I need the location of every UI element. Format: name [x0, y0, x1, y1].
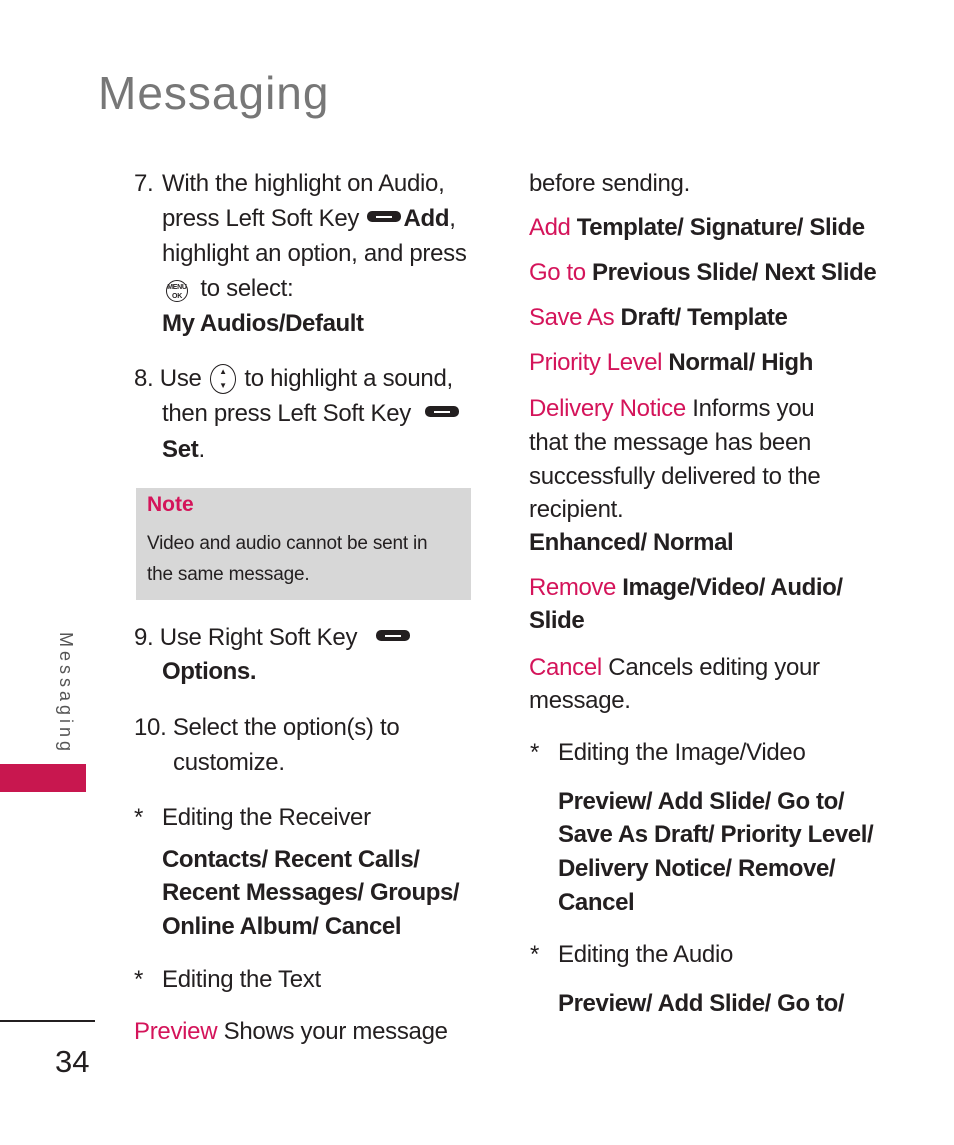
step-8-line-3: [162, 432, 205, 467]
bullet-star: *: [530, 941, 540, 968]
preview-key: Preview: [134, 1018, 218, 1045]
imagevideo-options-1: Preview/ Add Slide/ Go to/: [558, 788, 845, 815]
bullet-star: *: [134, 804, 144, 831]
note-line-1: Video and audio cannot be sent in: [147, 533, 428, 554]
goto-options: Previous Slide/ Next Slide: [591, 259, 877, 286]
bullet-star: *: [134, 966, 144, 993]
step-7-line-4: [162, 271, 293, 306]
delivery-options: Enhanced/ Normal: [529, 529, 734, 556]
step-7-line-2: [162, 201, 456, 236]
options-key-label: Options.: [162, 658, 257, 685]
remove-options-1: Image/Video/ Audio/: [622, 574, 843, 601]
step-7-options: My Audios/Default: [162, 310, 364, 337]
menu-ok-key-top: MENU: [167, 284, 187, 291]
saveas-entry: [529, 301, 787, 335]
audio-label: Editing the Audio: [558, 941, 734, 968]
step-7-select: to select:: [200, 275, 294, 302]
note-title: Note: [147, 493, 194, 516]
goto-key: Go to: [529, 259, 586, 286]
cancel-key: Cancel: [529, 654, 602, 681]
step-8-press: then press Left Soft Key: [162, 400, 411, 427]
delivery-line-3: successfully delivered to the: [529, 463, 821, 490]
preview-desc: Shows your message: [223, 1018, 448, 1045]
audio-options-1: Preview/ Add Slide/ Go to/: [558, 990, 845, 1017]
left-soft-key-icon: [425, 406, 459, 417]
step-8-use: 8. Use: [134, 365, 202, 392]
comma: ,: [449, 205, 456, 232]
imagevideo-options-4: Cancel: [558, 889, 635, 916]
continued-text: before sending.: [529, 170, 690, 197]
note-line-2: the same message.: [147, 564, 310, 585]
add-key-label: Add: [403, 205, 450, 232]
add-options: Template/ Signature/ Slide: [576, 214, 865, 241]
delivery-entry: [529, 391, 814, 426]
sidebar-section-label: Messaging: [56, 632, 76, 756]
receiver-label: Editing the Receiver: [162, 804, 371, 831]
imagevideo-label: Editing the Image/Video: [558, 739, 806, 766]
remove-key: Remove: [529, 574, 616, 601]
step-7-text: press Left Soft Key: [162, 205, 360, 232]
note-body: [147, 528, 427, 590]
navigation-key-icon: ▲ ▼: [210, 364, 236, 394]
add-entry: [529, 211, 865, 245]
page-title: Messaging: [98, 67, 330, 119]
step-7-line-1: With the highlight on Audio,: [162, 170, 445, 197]
goto-entry: [529, 256, 876, 290]
receiver-options-1: Contacts/ Recent Calls/: [162, 846, 420, 873]
priority-entry: [529, 346, 813, 380]
step-9-line-1: [134, 620, 412, 655]
saveas-key: Save As: [529, 304, 615, 331]
cancel-line-1: Cancels editing your: [608, 654, 820, 681]
step-8-highlight: to highlight a sound,: [244, 365, 453, 392]
saveas-options: Draft/ Template: [620, 304, 788, 331]
priority-options: Normal/ High: [668, 349, 813, 376]
delivery-line-4: recipient.: [529, 496, 624, 523]
step-7-line-3: highlight an option, and press: [162, 240, 467, 267]
step-8-line-2: [162, 396, 461, 431]
note-box: [136, 488, 471, 600]
text-label: Editing the Text: [162, 966, 321, 993]
page-number: 34: [55, 1044, 90, 1079]
remove-options-2: Slide: [529, 607, 585, 634]
receiver-options-3: Online Album/ Cancel: [162, 913, 402, 940]
imagevideo-options-2: Save As Draft/ Priority Level/: [558, 821, 874, 848]
delivery-line-2: that the message has been: [529, 429, 812, 456]
step-9-text: 9. Use Right Soft Key: [134, 624, 358, 651]
left-soft-key-icon: [367, 211, 401, 222]
footer-rule: [0, 1020, 95, 1022]
menu-ok-key-icon: [166, 280, 188, 302]
priority-key: Priority Level: [529, 349, 663, 376]
cancel-entry: [529, 650, 820, 685]
bullet-star: *: [530, 739, 540, 766]
delivery-key: Delivery Notice: [529, 395, 686, 422]
step-7-number: 7.: [134, 170, 154, 197]
step-8-line-1: [134, 361, 453, 396]
add-key: Add: [529, 214, 571, 241]
remove-entry: [529, 571, 843, 605]
step-10-line-2: customize.: [173, 749, 285, 776]
right-soft-key-icon: [376, 630, 410, 641]
step-10-line-1: 10. Select the option(s) to: [134, 714, 400, 741]
delivery-line-1: Informs you: [692, 395, 815, 422]
period: .: [198, 436, 205, 463]
preview-entry: [134, 1014, 448, 1049]
menu-ok-key-bottom: OK: [172, 293, 182, 300]
set-key-label: Set: [162, 436, 199, 463]
cancel-line-2: message.: [529, 687, 631, 714]
imagevideo-options-3: Delivery Notice/ Remove/: [558, 855, 836, 882]
receiver-options-2: Recent Messages/ Groups/: [162, 879, 460, 906]
section-tab-marker: [0, 764, 86, 792]
